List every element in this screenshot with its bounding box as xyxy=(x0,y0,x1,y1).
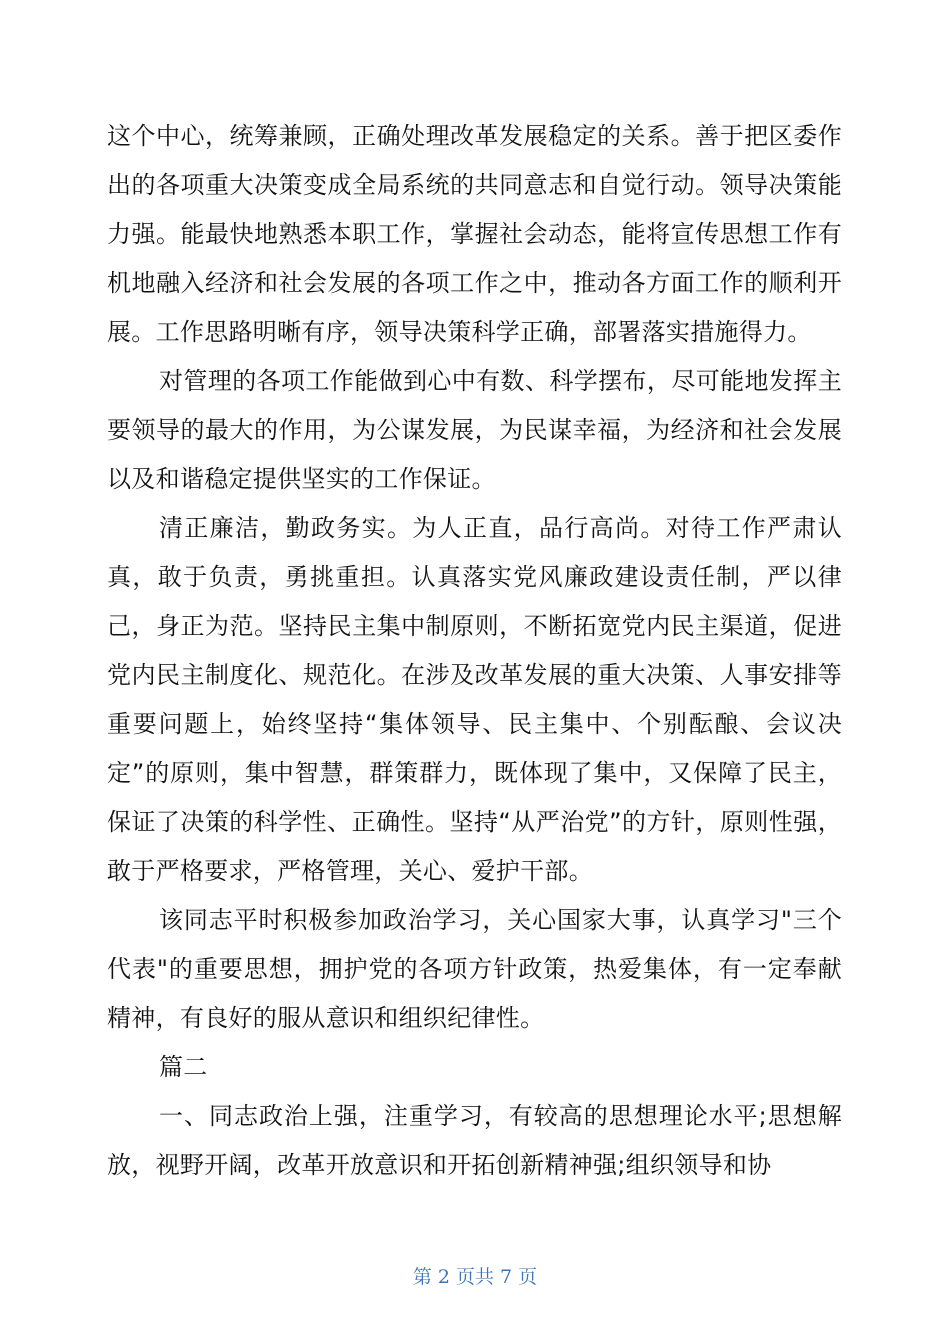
paragraph-continuation: 这个中心，统筹兼顾，正确处理改革发展稳定的关系。善于把区委作出的各项重大决策变成全局系统的共同意志和自觉行动。领导决策能力强。能最快地熟悉本职工作，掌握社会动态，能将宣传思想工作有机地融入经济和社会发展的各项工作之中，推动各方面工作的顺利开展。工作思路明晰有序，领导决策科学正确，部署落实措施得力。 xyxy=(107,122,842,346)
document-body xyxy=(107,112,842,1190)
paragraph-political-study: 该同志平时积极参加政治学习，关心国家大事，认真学习"三个代表"的重要思想，拥护党的各项方针政策，热爱集体，有一定奉献精神，有良好的服从意识和组织纪律性。 xyxy=(107,906,842,1032)
paragraph-section-two-start: 一、同志政治上强，注重学习，有较高的思想理论水平;思想解放，视野开阔，改革开放意识和开拓创新精神强;组织领导和协 xyxy=(107,1102,842,1179)
section-heading: 篇二 xyxy=(159,1053,208,1081)
paragraph-integrity: 清正廉洁，勤政务实。为人正直，品行高尚。对待工作严肃认真，敢于负责，勇挑重担。认真落实党风廉政建设责任制，严以律己，身正为范。坚持民主集中制原则，不断拓宽党内民主渠道，促进党内民主制度化、规范化。在涉及改革发展的重大决策、人事安排等重要问题上，始终坚持“集体领导、民主集中、个别酝酿、会议决定”的原则，集中智慧，群策群力，既体现了集中，又保障了民主，保证了决策的科学性、正确性。坚持“从严治党”的方针，原则性强，敢于严格要求，严格管理，关心、爱护干部。 xyxy=(107,514,842,885)
page-number-footer: 第 2 页共 7 页 xyxy=(412,1266,538,1288)
paragraph-management: 对管理的各项工作能做到心中有数、科学摆布，尽可能地发挥主要领导的最大的作用，为公谋发展，为民谋幸福，为经济和社会发展以及和谐稳定提供坚实的工作保证。 xyxy=(107,367,842,493)
